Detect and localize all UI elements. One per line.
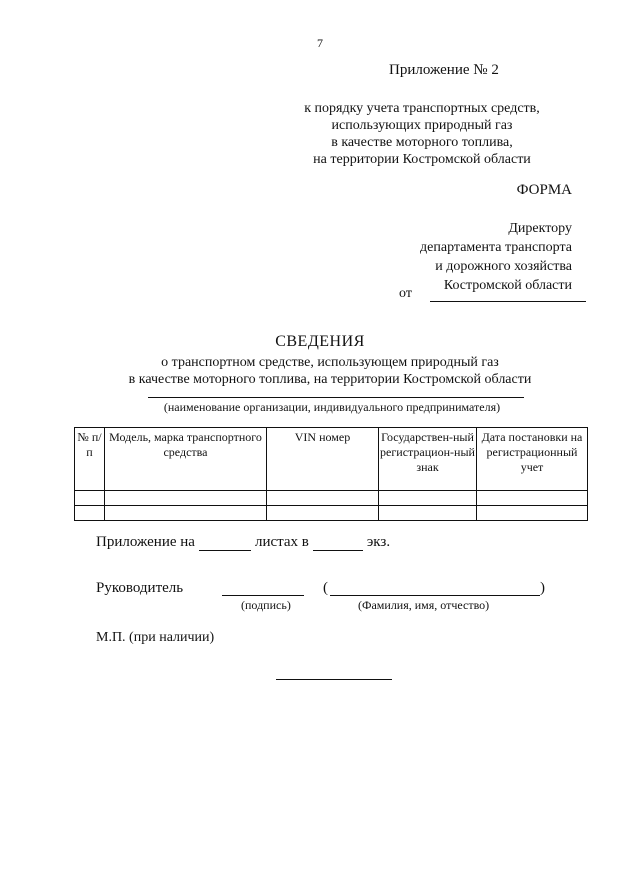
bottom-separator-line xyxy=(276,679,392,680)
page-number: 7 xyxy=(317,36,323,50)
attachment-line xyxy=(96,534,390,551)
stamp-label: М.П. (при наличии) xyxy=(96,630,215,645)
attachment-middle: листах в xyxy=(254,534,309,550)
document-title: СВЕДЕНИЯ xyxy=(275,333,365,350)
organization-blank-line[interactable] xyxy=(148,397,524,398)
name-blank-line[interactable] xyxy=(330,580,540,596)
name-open-paren: ( xyxy=(323,580,328,596)
name-close-paren: ) xyxy=(540,580,545,596)
subtitle-line: в качестве моторного топлива, на территории Костромской области xyxy=(128,372,532,387)
column-header-reg-date: Дата постановки на регистрационный учет xyxy=(477,428,588,491)
annex-line: к порядку учета транспортных средств, xyxy=(304,101,540,116)
column-header-reg-plate: Государствен-ный регистрацион-ный знак xyxy=(379,428,477,491)
column-header-model: Модель, марка транспортного средства xyxy=(105,428,267,491)
addressee-line: Костромской области xyxy=(443,278,572,293)
table-cell[interactable] xyxy=(75,491,105,506)
table-row xyxy=(75,506,588,521)
addressee-line: департамента транспорта xyxy=(420,240,572,255)
column-header-vin: VIN номер xyxy=(267,428,379,491)
addressee-line: Директору xyxy=(508,221,572,236)
attachment-prefix: Приложение на xyxy=(96,534,195,550)
from-field xyxy=(399,286,586,302)
table-header-row xyxy=(75,428,588,491)
addressee-block xyxy=(420,219,572,295)
table-cell[interactable] xyxy=(477,506,588,521)
annex-line: в качестве моторного топлива, xyxy=(331,135,513,150)
signature-blank-line[interactable] xyxy=(222,580,304,596)
table-cell[interactable] xyxy=(379,491,477,506)
annex-line: использующих природный газ xyxy=(331,118,513,133)
signature-caption: (подпись) xyxy=(241,598,291,612)
column-header-number: № п/п xyxy=(75,428,105,491)
table-cell[interactable] xyxy=(105,506,267,521)
table-cell[interactable] xyxy=(477,491,588,506)
organization-caption: (наименование организации, индивидуального предпринимателя) xyxy=(163,400,501,414)
annex-title: Приложение № 2 xyxy=(389,62,499,78)
subtitle-line: о транспортном средстве, использующем природный газ xyxy=(161,355,499,370)
table-cell[interactable] xyxy=(105,491,267,506)
sheets-count-blank[interactable] xyxy=(199,536,251,551)
table-cell[interactable] xyxy=(75,506,105,521)
table-row xyxy=(75,491,588,506)
table-cell[interactable] xyxy=(267,491,379,506)
form-label: ФОРМА xyxy=(516,182,572,198)
from-label: от xyxy=(399,286,412,301)
name-caption: (Фамилия, имя, отчество) xyxy=(358,598,490,612)
from-blank-line[interactable] xyxy=(430,287,586,302)
document-subtitle xyxy=(0,354,640,388)
annex-description xyxy=(282,100,562,168)
head-label: Руководитель xyxy=(96,580,184,596)
vehicle-table xyxy=(74,427,588,521)
attachment-suffix: экз. xyxy=(366,534,391,550)
table-cell[interactable] xyxy=(267,506,379,521)
addressee-line: и дорожного хозяйства xyxy=(435,259,572,274)
annex-line: на территории Костромской области xyxy=(313,152,531,167)
table-cell[interactable] xyxy=(379,506,477,521)
copies-count-blank[interactable] xyxy=(313,536,363,551)
